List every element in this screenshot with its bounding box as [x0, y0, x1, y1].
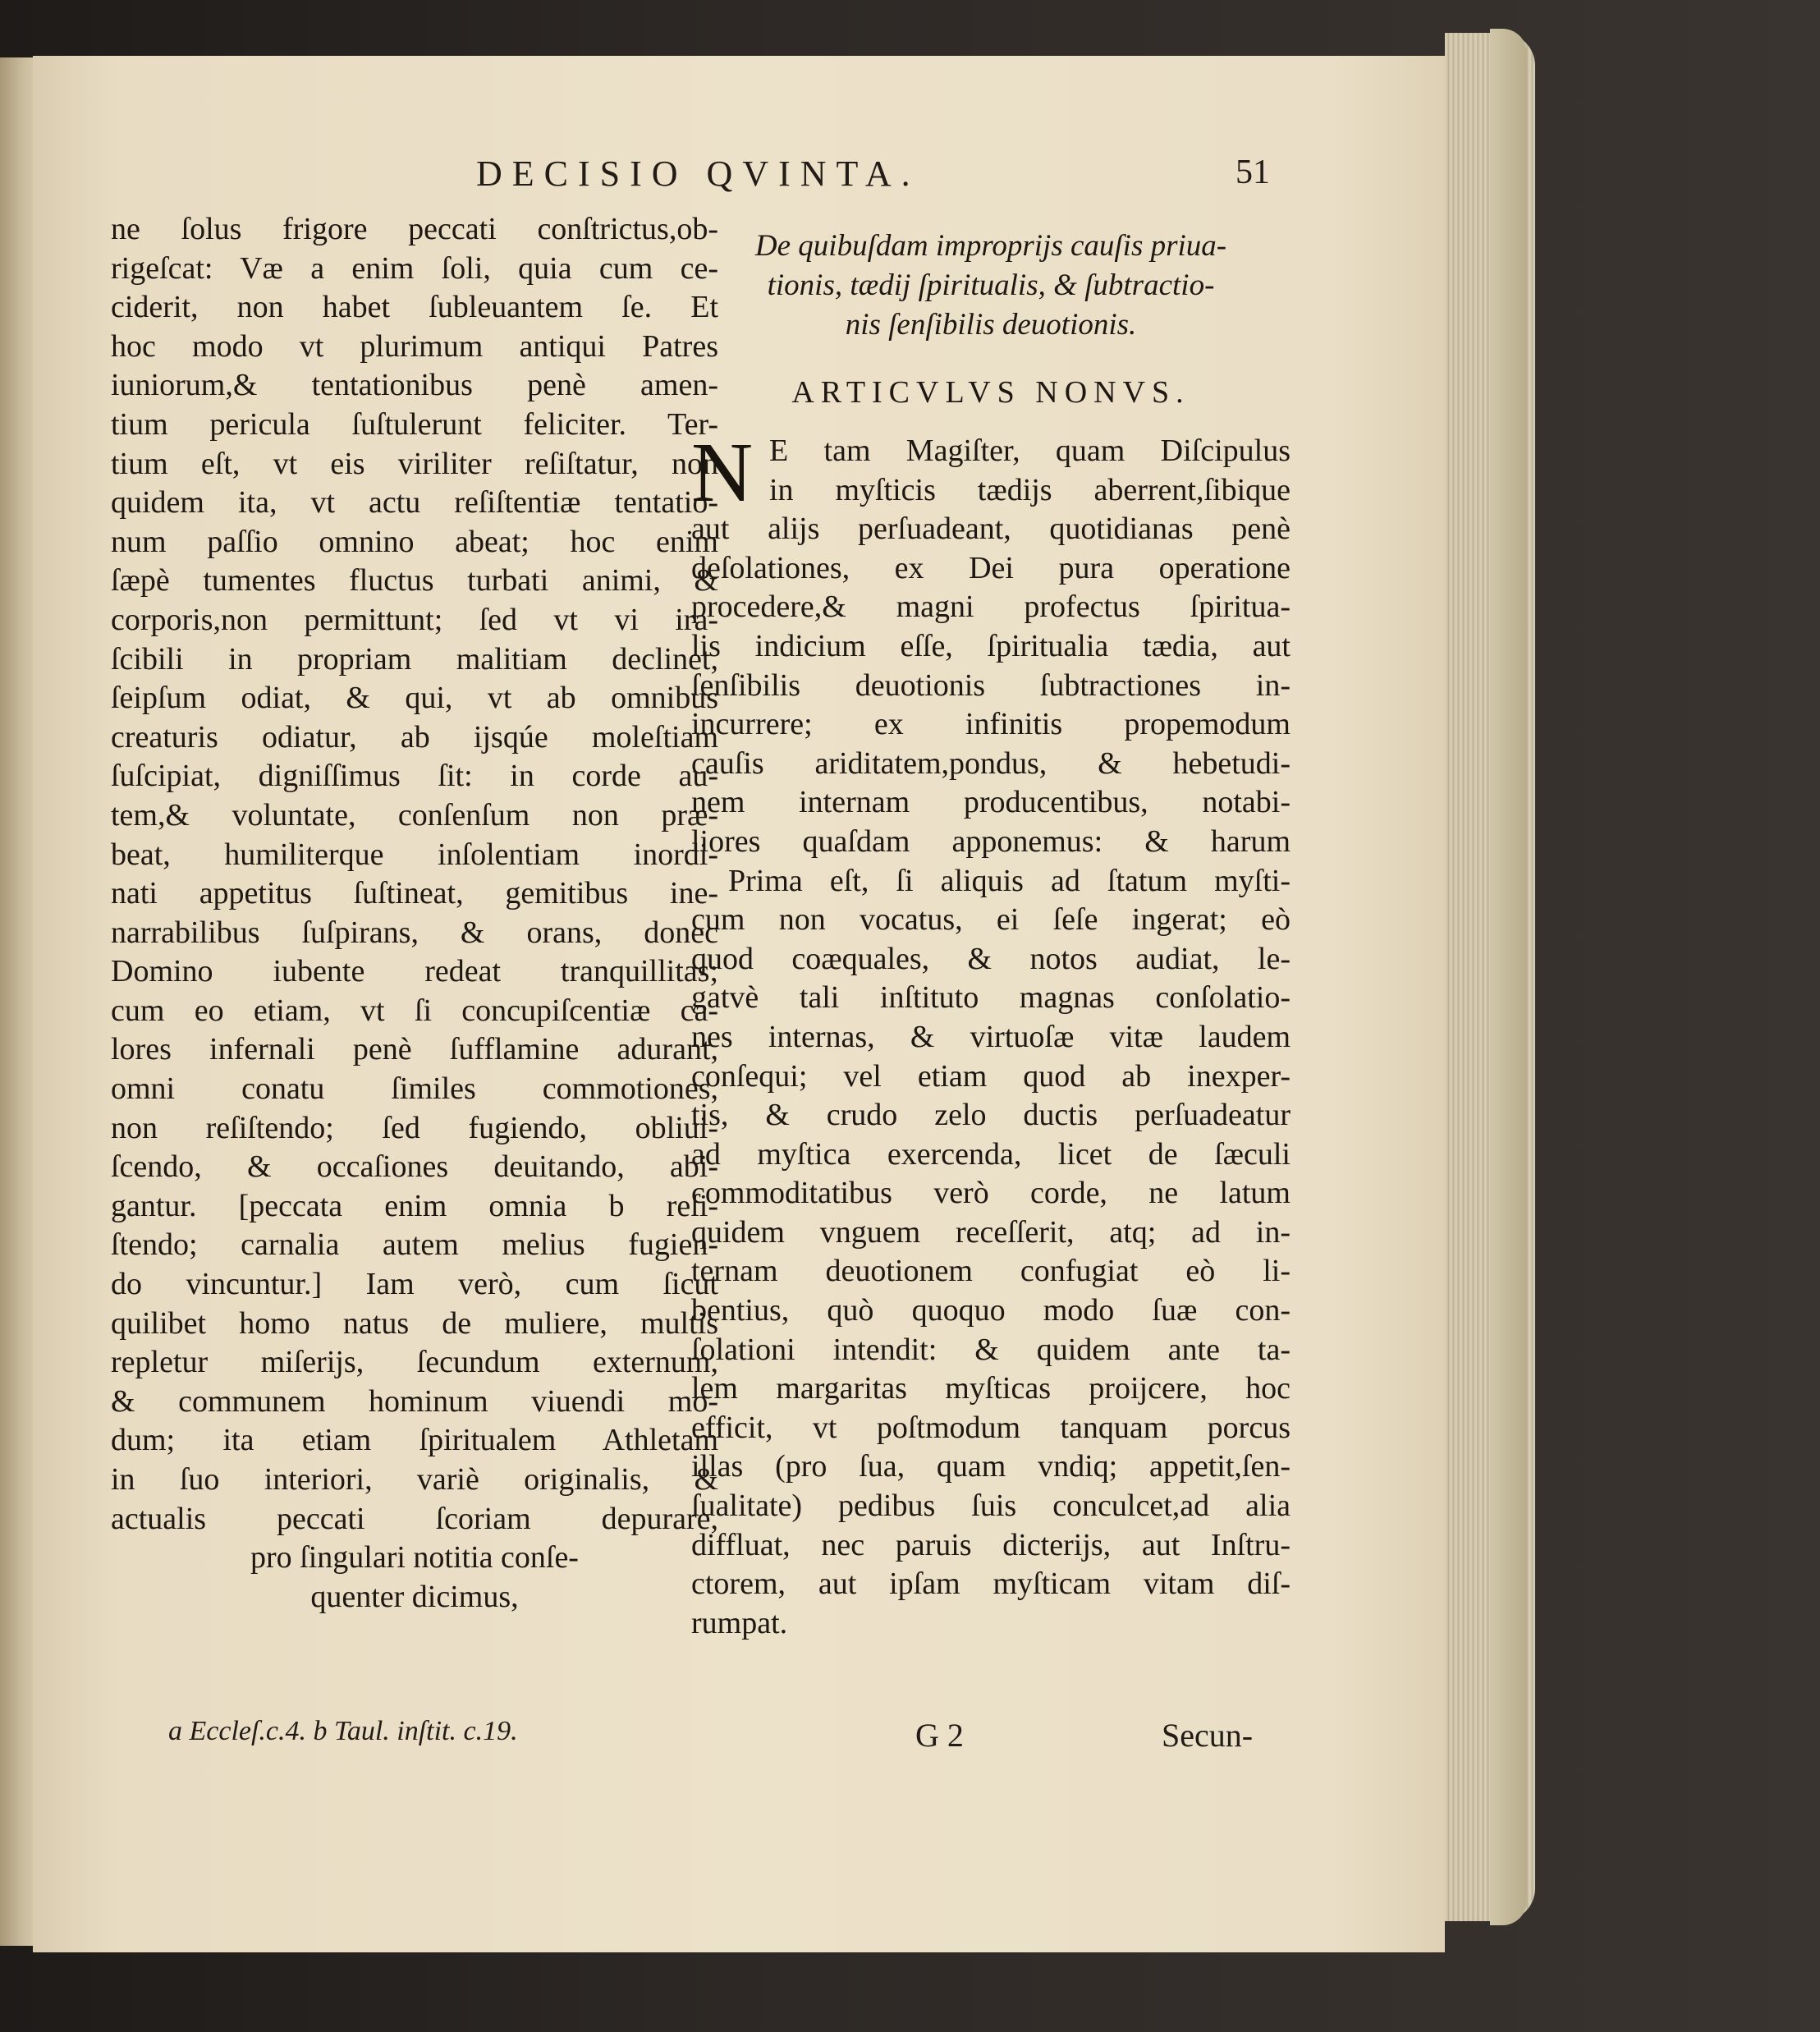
text-line: omni conatu ſimiles commotiones, [111, 1071, 718, 1107]
heading-line-1: De quibuſdam improprijs cauſis priua- [754, 229, 1227, 263]
text-line: & communem hominum viuendi mo- [111, 1383, 718, 1419]
text-line: ſeipſum odiat, & qui, vt ab omnibus [111, 681, 718, 716]
text-line: tium pericula ſuſtulerunt feliciter. Ter- [111, 406, 718, 442]
text-line: tem,& voluntate, conſenſum non præ- [111, 797, 718, 833]
text-line: ciderit, non habet ſubleuantem ſe. Et [111, 290, 718, 325]
text-line: conſequi; vel etiam quod ab inexper- [691, 1058, 1291, 1094]
text-line: rigeſcat: Væ a enim ſoli, quia cum ce- [111, 250, 718, 286]
text-line: ctorem, aut ipſam myſticam vitam diſ- [691, 1566, 1291, 1602]
drop-cap: N [691, 425, 754, 520]
text-line: lis indicium eſſe, ſpiritualia tædia, aut [691, 628, 1291, 663]
text-line: beat, humiliterque inſolentiam inordi- [111, 837, 718, 872]
section-heading [691, 227, 1291, 345]
text-line: commoditatibus verò corde, ne latum [691, 1176, 1291, 1211]
dropcap-line-1: E tam Magiſter, quam Diſcipulus [769, 433, 1291, 468]
left-column-lines [111, 210, 718, 1539]
page-footer [33, 1716, 1445, 1765]
text-line: creaturis odiatur, ab ijsqúe moleſtiam [111, 719, 718, 755]
text-line: num paſſio omnino abeat; hoc enim [111, 524, 718, 559]
text-line: diffluat, nec paruis dicterijs, aut Inſtru- [691, 1527, 1291, 1562]
text-line: ad myſtica exercenda, licet de ſæculi [691, 1136, 1291, 1172]
text-line: dum; ita etiam ſpiritualem Athletam [111, 1423, 718, 1458]
running-title: DECISIO QVINTA. [476, 154, 920, 194]
left-tail-line-1: pro ſingulari notitia conſe- [250, 1540, 579, 1576]
text-line: narrabilibus ſuſpirans, & orans, donec [111, 915, 718, 950]
text-line: efficit, vt poſtmodum tanquam porcus [691, 1410, 1291, 1445]
text-line: in ſuo interiori, variè originalis, & [111, 1462, 718, 1497]
text-line: incurrere; ex infinitis propemodum [691, 707, 1291, 742]
text-line: ſcendo, & occaſiones deuitando, abi- [111, 1149, 718, 1185]
right-last-line: rumpat. [691, 1605, 788, 1640]
text-line: ſuſcipiat, digniſſimus ſit: in corde au- [111, 759, 718, 794]
text-line: ſenſibilis deuotionis ſubtractiones in- [691, 667, 1291, 703]
book-cover-edge [1490, 29, 1527, 1925]
right-column-lines [691, 510, 1291, 861]
text-line: gantur. [peccata enim omnia b reſi- [111, 1188, 718, 1223]
text-line: quilibet homo natus de muliere, multis [111, 1305, 718, 1341]
text-line: nati appetitus ſuſtineat, gemitibus ine- [111, 876, 718, 911]
catchword: Secun- [1162, 1717, 1254, 1754]
heading-line-3: nis ſenſibilis deuotionis. [845, 308, 1137, 342]
text-line: deſolationes, ex Dei pura operatione [691, 550, 1291, 585]
text-line: corporis,non permittunt; ſed vt vi ira- [111, 602, 718, 637]
right-column [691, 227, 1291, 1643]
text-line: hoc modo vt plurimum antiqui Patres [111, 328, 718, 364]
text-line: nes internas, & virtuoſæ vitæ laudem [691, 1019, 1291, 1054]
signature-mark: G 2 [915, 1717, 964, 1754]
text-line: cum eo etiam, vt ſi concupiſcentiæ ca- [111, 993, 718, 1028]
text-line: illas (pro ſua, quam vndiq; appetit,ſen- [691, 1449, 1291, 1484]
text-line: gatvè tali inſtituto magnas conſolatio- [691, 980, 1291, 1016]
text-line: quidem ita, vt actu reſiſtentiæ tentatio- [111, 485, 718, 521]
text-line: cum non vocatus, ei ſeſe ingerat; eò [691, 902, 1291, 938]
text-line: Domino iubente redeat tranquillitas; [111, 954, 718, 989]
text-line: actualis peccati ſcoriam depurare, [111, 1501, 718, 1536]
right-column-lines-2 [691, 901, 1291, 1604]
article-title: ARTICVLVS NONVS. [791, 375, 1190, 410]
dropcap-line-2: in myſticis tædijs aberrent,ſibique [769, 472, 1291, 507]
book-page [33, 56, 1445, 1952]
text-line: quod coæquales, & notos audiat, le- [691, 941, 1291, 976]
text-line: aut alijs perſuadeant, quotidianas penè [691, 511, 1291, 547]
text-line: tium eſt, vt eis viriliter reſiſtatur, non [111, 446, 718, 481]
text-line: ſtendo; carnalia autem melius fugien- [111, 1227, 718, 1263]
text-line: lem margaritas myſticas proijcere, hoc [691, 1371, 1291, 1406]
text-line: tis, & crudo zelo ductis perſuadeatur [691, 1098, 1291, 1133]
text-line: do vincuntur.] Iam verò, cum ſicut [111, 1267, 718, 1302]
text-line: iuniorum,& tentationibus penè amen- [111, 368, 718, 403]
left-column [111, 210, 718, 1617]
left-tail-line-2: quenter dicimus, [310, 1579, 519, 1614]
text-line: ſolationi intendit: & quidem ante ta- [691, 1332, 1291, 1367]
heading-line-2: tionis, tædij ſpiritualis, & ſubtractio- [767, 268, 1215, 302]
text-line: liores quaſdam apponemus: & harum [691, 823, 1291, 859]
text-line: nem internam producentibus, notabi- [691, 785, 1291, 820]
text-line: quidem vnguem receſſerit, atq; ad in- [691, 1214, 1291, 1250]
marginal-footnotes: a Eccleſ.c.4. b Taul. inſtit. c.19. [168, 1716, 518, 1746]
first-paragraph-opening [691, 425, 1291, 520]
text-line: ſualitate) pedibus ſuis conculcet,ad alia [691, 1488, 1291, 1524]
text-line: procedere,& magni profectus ſpiritua- [691, 589, 1291, 625]
text-line: ne ſolus frigore peccati conſtrictus,ob- [111, 212, 718, 246]
text-line: cauſis ariditatem,pondus, & hebetudi- [691, 745, 1291, 781]
text-line: ſæpè tumentes fluctus turbati animi, & [111, 563, 718, 599]
text-line: lores infernali penè ſufflamine adurant, [111, 1032, 718, 1067]
text-line: ſcibili in propriam malitiam declinet, [111, 641, 718, 677]
text-line: repletur miſerijs, ſecundum externum, [111, 1345, 718, 1380]
text-line: bentius, quò quoquo modo ſuæ con- [691, 1293, 1291, 1328]
text-line: ternam deuotionem confugiat eò li- [691, 1254, 1291, 1289]
second-paragraph-first-line: Prima eſt, ſi aliquis ad ſtatum myſti- [728, 863, 1291, 898]
page-number: 51 [1235, 154, 1270, 191]
text-line: non reſiſtendo; ſed fugiendo, obliui- [111, 1110, 718, 1145]
running-head [33, 153, 1445, 218]
